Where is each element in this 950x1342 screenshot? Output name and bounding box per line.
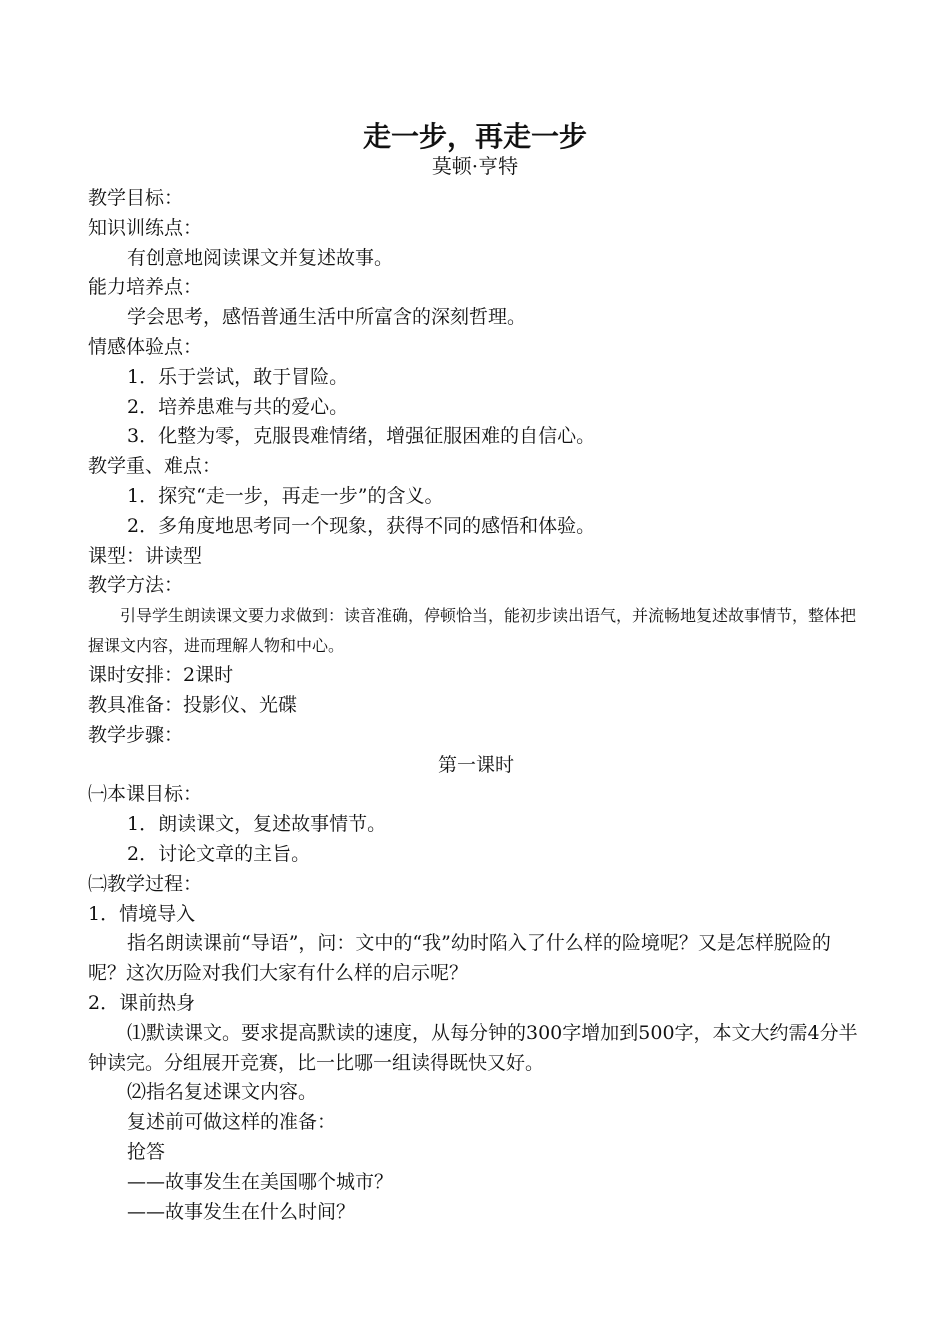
lesson-type: 课型：讲读型 (88, 544, 203, 567)
lesson-period-heading: 第一课时 (437, 753, 514, 776)
section-heading-key-points: 教学重、难点： (88, 455, 222, 478)
text-line: ⑵指名复述课文内容。 (127, 1081, 318, 1104)
step-heading: 2．课前热身 (88, 991, 196, 1014)
text-line: 抢答 (127, 1140, 166, 1163)
list-item: 1．探究“走一步，再走一步”的含义。 (127, 484, 444, 507)
section-heading-steps: 教学步骤： (88, 723, 184, 746)
subheading-ability: 能力培养点： (88, 276, 203, 299)
step-heading: 1．情境导入 (88, 902, 196, 925)
list-item: 1．乐于尝试，敢于冒险。 (127, 365, 349, 388)
subheading-lesson-goals: ㈠本课目标： (88, 783, 203, 806)
document-body (88, 184, 864, 1227)
methods-paragraph: 引导学生朗读课文要力求做到：读音准确，停顿恰当，能初步读出语气，并流畅地复述故事情节，整体把握课文内容，进而理解人物和中心。 (88, 606, 857, 656)
list-item: 2．培养患难与共的爱心。 (127, 395, 349, 418)
intro-paragraph: 指名朗读课前“导语”，问：文中的“我”幼时陷入了什么样的险境呢？又是怎样脱险的呢？这次历险对我们大家有什么样的启示呢？ (88, 932, 831, 985)
teaching-aids: 教具准备：投影仪、光碟 (88, 693, 298, 716)
text-line: 有创意地阅读课文并复述故事。 (127, 246, 394, 269)
section-heading-objectives: 教学目标： (88, 187, 184, 209)
text-line: 学会思考，感悟普通生活中所富含的深刻哲理。 (127, 306, 527, 329)
subheading-knowledge: 知识训练点： (88, 216, 203, 239)
class-hours: 课时安排：2课时 (88, 664, 234, 687)
list-item: 3．化整为零，克服畏难情绪，增强征服困难的自信心。 (127, 425, 596, 448)
subheading-process: ㈡教学过程： (88, 872, 203, 895)
document-author: 莫顿·亨特 (431, 154, 519, 178)
list-item: 2．讨论文章的主旨。 (127, 842, 311, 865)
question-line: ——故事发生在什么时间？ (127, 1200, 356, 1223)
text-line: 复述前可做这样的准备： (127, 1111, 337, 1134)
reading-paragraph: ⑴默读课文。要求提高默读的速度，从每分钟的300字增加到500字，本文大约需4分半钟读完。分组展开竞赛，比一比哪一组读得既快又好。 (88, 1021, 858, 1074)
document-title: 走一步，再走一步 (362, 120, 587, 153)
list-item: 2．多角度地思考同一个现象，获得不同的感悟和体验。 (127, 514, 596, 537)
section-heading-methods: 教学方法： (88, 574, 184, 597)
subheading-emotion: 情感体验点： (88, 335, 203, 358)
question-line: ——故事发生在美国哪个城市？ (127, 1170, 394, 1193)
list-item: 1．朗读课文，复述故事情节。 (127, 813, 387, 836)
